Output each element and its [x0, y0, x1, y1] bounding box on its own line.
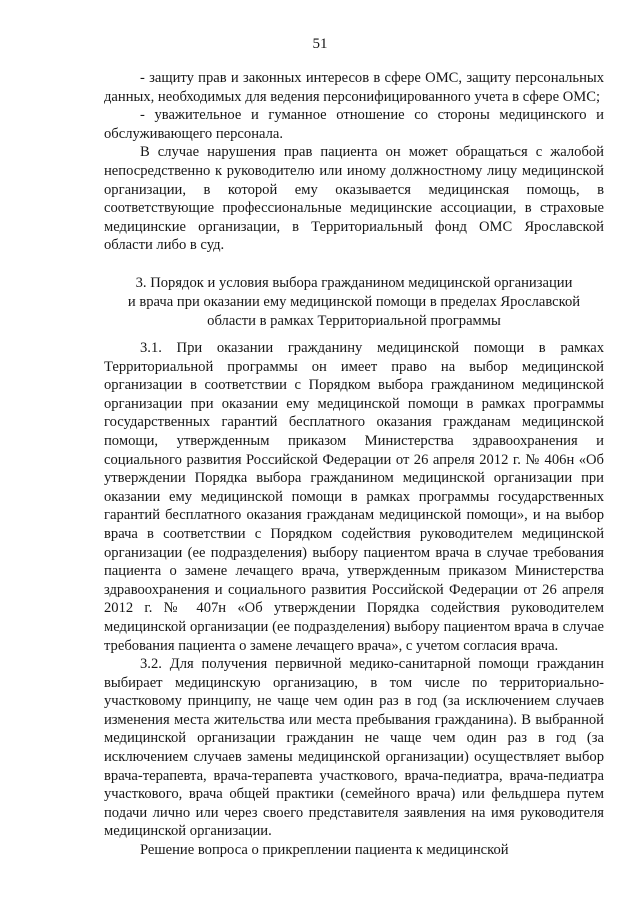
- page-number: 51: [312, 36, 328, 52]
- section-heading-line: и врача при оказании ему медицинской помощи в пределах Ярославской: [127, 294, 581, 310]
- paragraph-respectful-treatment: - уважительное и гуманное отношение со стороны медицинского и обслуживающего персонала.: [104, 107, 604, 142]
- paragraph-attachment-decision: Решение вопроса о прикреплении пациента к медицинской: [140, 842, 509, 859]
- section-heading-line: 3. Порядок и условия выбора гражданином медицинской организации: [135, 275, 573, 291]
- intro-text-block: [104, 69, 604, 255]
- paragraph-rights-data-protection: - защиту прав и законных интересов в сфере ОМС, защиту персональных данных, необходимых для ведения персонифицированного учета в сфере ОМС;: [104, 70, 604, 105]
- paragraph-3-2: 3.2. Для получения первичной медико-санитарной помощи гражданин выбирает медицинскую организацию, в том числе по территориально-участковому принципу, не чаще чем один раз в год (за исключением случаев изменения места жительства или места пребывания гражданина). В выбранной медицинской организации гражданин не чаще чем один раз в год (за исключением случаев замены медицинской организации) осуществляет выбор врача-терапевта, врача-терапевта участкового, врача-педиатра, врача-педиатра участкового, врача общей практики (семейного врача) или фельдшера путем подачи лично или через своего представителя заявления на имя руководителя медицинской организации.: [104, 656, 604, 840]
- section-heading-line: области в рамках Территориальной программы: [207, 313, 501, 329]
- section-text-block: [104, 339, 604, 860]
- paragraph-3-1: 3.1. При оказании гражданину медицинской помощи в рамках Территориальной программы он имеет право на выбор медицинской организации в соответствии с Порядком выбора гражданином медицинской организации при оказании ему медицинской помощи в рамках программы государственных гарантий бесплатного оказания гражданам медицинской помощи, утвержденным приказом Министерства здравоохранения и социального развития Российской Федерации от 26 апреля 2012 г. № 406н «Об утверждении Порядка выбора гражданином медицинской организации при оказании ему медицинской помощи в рамках программы государственных гарантий бесплатного оказания гражданам медицинской помощи», и на выбор врача в соответствии с Порядком содействия руководителем медицинской организации (ее подразделения) выбору пациентом врача в случае требования пациента о замене лечащего врача, утвержденным приказом Министерства здравоохранения и социального развития Российской Федерации от 26 апреля 2012 г. № 407н «Об утверждении Порядка содействия руководителем медицинской организации (ее подразделения) выбору пациентом врача в случае требования пациента о замене лечащего врача», с учетом согласия врача.: [104, 340, 604, 654]
- section-heading: [104, 274, 604, 331]
- paragraph-complaint-procedure: В случае нарушения прав пациента он может обращаться с жалобой непосредственно к руководителю или иному должностному лицу медицинской организации, в которой ему оказывается медицинская помощь, в соответствующие профессиональные медицинские ассоциации, в страховые медицинские организации, в Территориальный фонд ОМС Ярославской области либо в суд.: [104, 144, 604, 254]
